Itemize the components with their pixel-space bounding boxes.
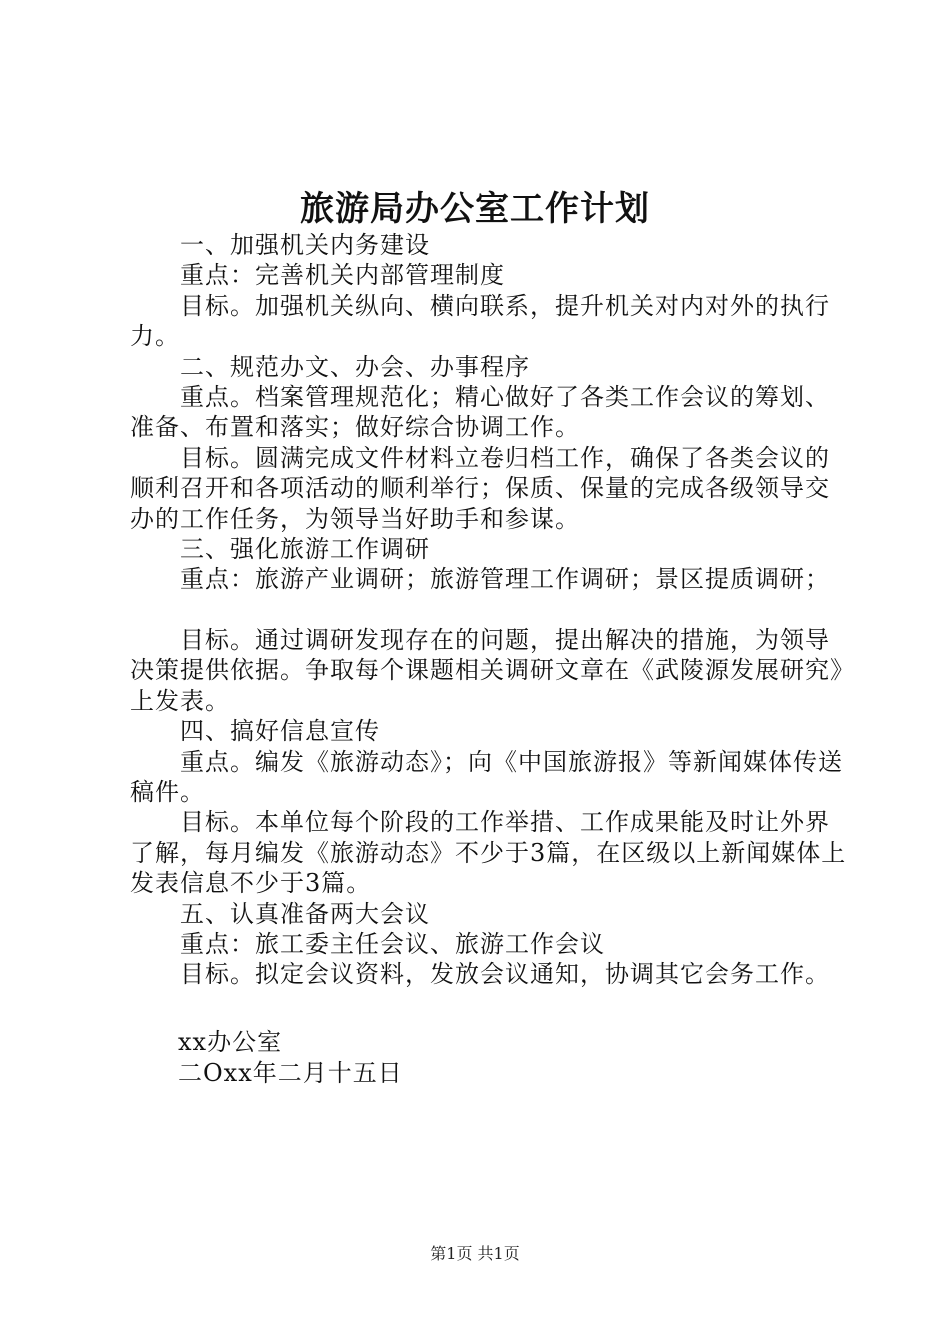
signature-date: 二Oxx年二月十五日 bbox=[178, 1059, 403, 1087]
section-2-focus: 重点。档案管理规范化；精心做好了各类工作会议的筹划、准备、布置和落实；做好综合协调工作。 bbox=[130, 383, 830, 442]
section-heading-2: 二、规范办文、办会、办事程序 bbox=[180, 352, 530, 381]
document-title: 旅游局办公室工作计划 bbox=[300, 189, 650, 229]
document-body bbox=[130, 230, 850, 990]
section-1-goal: 目标。加强机关纵向、横向联系，提升机关对内对外的执行力。 bbox=[130, 291, 830, 351]
section-3-goal: 目标。通过调研发现存在的问题，提出解决的措施，为领导决策提供依据。争取每个课题相关调研文章在《武陵源发展研究》上发表。 bbox=[130, 625, 843, 715]
section-2-goal: 目标。圆满完成文件材料立卷归档工作，确保了各类会议的顺利召开和各项活动的顺利举行；保质、保量的完成各级领导交办的工作任务，为领导当好助手和参谋。 bbox=[130, 443, 830, 533]
section-heading-4: 四、搞好信息宣传 bbox=[180, 717, 380, 746]
section-5-focus: 重点：旅工委主任会议、旅游工作会议 bbox=[180, 929, 605, 958]
section-4-focus: 重点。编发《旅游动态》；向《中国旅游报》等新闻媒体传送稿件。 bbox=[130, 747, 843, 806]
section-heading-1: 一、加强机关内务建设 bbox=[180, 231, 430, 259]
page-number-footer: 第1页 共1页 bbox=[430, 1244, 520, 1263]
section-1-focus: 重点：完善机关内部管理制度 bbox=[180, 261, 505, 290]
section-4-goal: 目标。本单位每个阶段的工作举措、工作成果能及时让外界了解，每月编发《旅游动态》不少于3篇，在区级以上新闻媒体上发表信息不少于3篇。 bbox=[130, 808, 847, 898]
section-heading-5: 五、认真准备两大会议 bbox=[180, 899, 430, 928]
section-5-goal: 目标。拟定会议资料，发放会议通知，协调其它会务工作。 bbox=[180, 960, 830, 989]
section-heading-3: 三、强化旅游工作调研 bbox=[180, 535, 430, 564]
signature-office: xx办公室 bbox=[178, 1028, 283, 1056]
paragraph-gap bbox=[130, 595, 850, 625]
section-3-focus: 重点：旅游产业调研；旅游管理工作调研；景区提质调研； bbox=[180, 565, 830, 594]
